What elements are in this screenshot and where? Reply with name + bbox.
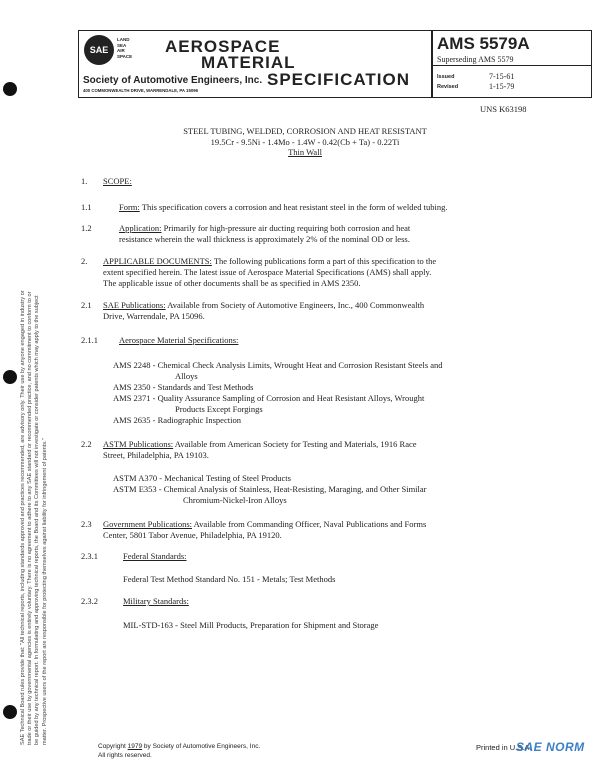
spec-header [78,30,592,98]
section-heading-scope: SCOPE: [103,176,132,186]
ams-info-block [433,31,591,97]
side-notice-line: be guided by any technical report. In formulating and approving technical reports, the Board and its Committees will not investigate or consider patents which may apply to the subject [34,295,41,745]
section-number: 1.1 [81,202,92,212]
list-item: ASTM A370 - Mechanical Testing of Steel Products [113,473,291,483]
section-text-line: Center, 5801 Tabor Avenue, Philadelphia, PA 19120. [103,530,282,540]
title-line-2: 19.5Cr - 9.5Ni - 1.4Mo - 1.4W - 0.42(Cb + Ta) - 0.22Ti [210,136,400,147]
list-item: AMS 2371 - Quality Assurance Sampling of Corrosion and Heat Resistant Alloys, Wrought [113,393,425,403]
section-government-publications: Government Publications: Available from Commanding Officer, Naval Publications and Forms [103,519,427,529]
revised-label: Revised [437,84,459,90]
section-number: 2. [81,256,88,266]
section-application: Application: Primarily for high-pressure air ducting requiring both corrosion and heat [119,223,411,233]
header-title-material: MATERIAL [201,53,296,72]
header-title-aerospace: AEROSPACE [165,37,281,56]
list-item: AMS 2635 - Radiographic Inspection [113,415,241,425]
issued-date: 7-15-61 [489,72,515,81]
header-title-specification: SPECIFICATION [267,70,411,89]
section-number: 2.2 [81,439,92,449]
ams-divider [433,65,591,66]
section-form: Form: This specification covers a corrosion and heat resistant steel in the form of welded tubing. [119,202,448,212]
list-item: Chromium-Nickel-Iron Alloys [183,495,287,505]
section-federal-standards: Federal Standards: [123,551,187,561]
punch-hole-middle [3,370,17,384]
list-item: ASTM E353 - Chemical Analysis of Stainless, Heat-Resisting, Maraging, and Other Similar [113,484,427,494]
issued-label: Issued [437,74,455,80]
section-number: 1.2 [81,223,92,233]
section-text-line: Drive, Warrendale, PA 15096. [103,311,205,321]
footer-copyright: Copyright 1979 by Society of Automotive Engineers, Inc. All rights reserved. [98,743,261,759]
title-line-1: STEEL TUBING, WELDED, CORROSION AND HEAT RESISTANT [183,126,427,136]
revised-date: 1-15-79 [489,82,515,91]
section-text-line: extent specified herein. The latest issue of Aerospace Material Specifications (AMS) shall apply. [103,267,432,277]
section-applicable-documents: APPLICABLE DOCUMENTS: The following publications form a part of this specification to the [103,256,437,266]
list-item: Federal Test Method Standard No. 151 - Metals; Test Methods [123,574,336,584]
ams-number: AMS 5579A [437,34,530,53]
section-military-standards: Military Standards: [123,596,189,606]
section-text-line: The applicable issue of other documents shall be as specified in AMS 2350. [103,278,361,288]
list-item: Alloys [175,371,198,381]
section-number: 2.1 [81,300,92,310]
punch-hole-top [3,82,17,96]
side-notice-line: matter. Prospective users of the report are responsible for protecting themselves against liability for infringement of patents." [41,438,48,745]
sae-logo-icon: SAE [84,35,114,65]
document-title [100,126,510,158]
punch-hole-bottom [3,705,17,719]
section-number: 2.3.1 [81,551,98,561]
section-astm-publications: ASTM Publications: Available from American Society for Testing and Materials, 1916 Race [103,439,417,449]
section-number: 2.3 [81,519,92,529]
section-application-cont: resistance wherein the wall thickness is approximately 2% of the nominal OD or less. [119,234,410,244]
footer-printed: Printed in U.S.A. [476,743,532,752]
superseding-note: Superseding AMS 5579 [437,55,514,64]
list-item: AMS 2248 - Chemical Check Analysis Limits, Wrought Heat and Corrosion Resistant Steels and [113,360,443,370]
section-number: 1. [81,176,88,186]
section-number: 2.1.1 [81,335,98,345]
uns-number: UNS K63198 [480,104,527,114]
side-legal-notice [20,105,49,745]
society-address: 400 COMMONWEALTH DRIVE, WARRENDALE, PA 15096 [83,88,198,93]
title-line-3: Thin Wall [288,147,322,157]
section-ams-heading: Aerospace Material Specifications: [119,335,239,345]
section-number: 2.3.2 [81,596,98,606]
list-item: AMS 2350 - Standards and Test Methods [113,382,254,392]
header-title-block [79,31,433,97]
section-sae-publications: SAE Publications: Available from Society of Automotive Engineers, Inc., 400 Commonwealth [103,300,425,310]
logo-words: LAND SEA AIR SPACE [117,37,133,59]
side-notice-line: trade or their use by governmental agencies is entirely voluntary. There is no agreement to adhere to any SAE standard or recommended practice, and no commitment to conform to or [27,291,34,745]
list-item: Products Except Forgings [175,404,263,414]
section-text-line: Street, Philadelphia, PA 19103. [103,450,209,460]
society-name: Society of Automotive Engineers, Inc. [83,75,263,86]
side-notice-line: SAE Technical Board rules provide that: "All technical reports, including standards approved and practices recommended, are advisory only. Their use by anyone engaged in industry or [20,290,26,745]
watermark-logo: SAE NORM [516,740,585,754]
list-item: MIL-STD-163 - Steel Mill Products, Preparation for Shipment and Storage [123,620,379,630]
